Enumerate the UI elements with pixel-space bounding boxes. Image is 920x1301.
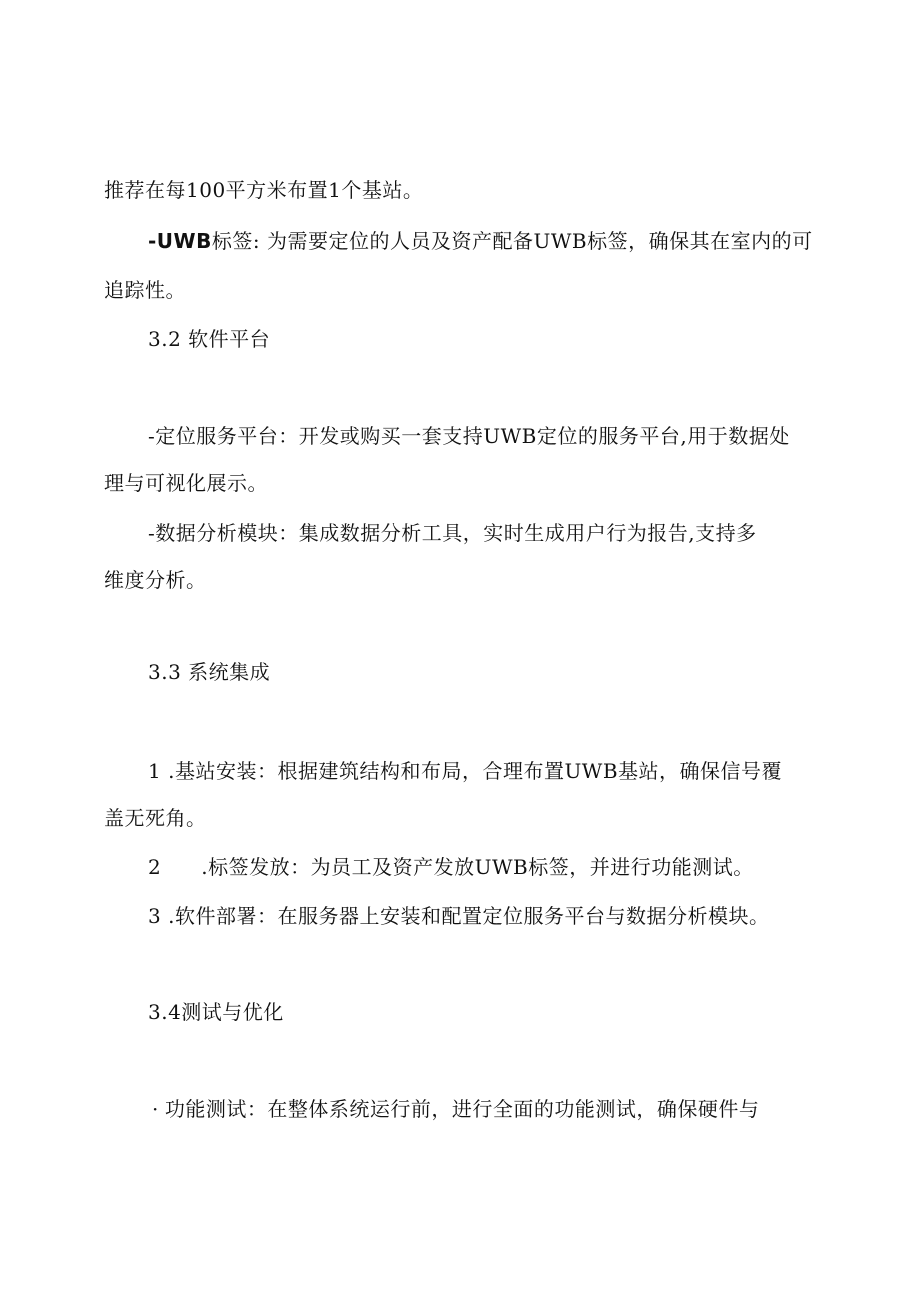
uwb-tag-text: 为需要定位的人员及资产配备UWB标签，确保其在室内的可 [260,229,813,253]
analysis-paragraph [148,521,757,545]
platform-paragraph [148,424,790,448]
paragraph-text: 理与可视化展示。 [104,471,268,495]
list-item-number: 3 [148,904,162,928]
section-heading-3-4 [148,1000,284,1024]
list-item-1 [148,759,782,783]
function-test-paragraph [152,1097,759,1121]
list-item-2 [148,855,754,879]
list-item-number: 2 [148,855,162,879]
list-item-text: .基站安装：根据建筑结构和布局，合理布置UWB基站，确保信号覆 [161,759,783,783]
section-heading-text: 3.4测试与优化 [148,1000,284,1024]
paragraph-text: -数据分析模块：集成数据分析工具，实时生成用户行为报告,支持多 [148,521,757,545]
paragraph-text: 追踪性。 [104,278,186,302]
uwb-tag-paragraph [148,229,813,253]
paragraph-text: -定位服务平台：开发或购买一套支持UWB定位的服务平台,用于数据处 [148,424,790,448]
list-item-3 [148,904,769,928]
section-heading-3-3 [148,660,270,684]
section-heading-text: 3.3 系统集成 [148,660,271,684]
list-item-text: .标签发放：为员工及资产发放UWB标签，并进行功能测试。 [201,855,754,879]
list-item-text: 盖无死角。 [104,806,207,830]
bullet-icon: · [152,1097,159,1121]
analysis-paragraph-line2 [104,568,207,592]
uwb-tag-label: 标签 [211,229,253,253]
list-item-text: .软件部署：在服务器上安装和配置定位服务平台与数据分析模块。 [161,904,770,928]
uwb-tag-paragraph-line2 [104,278,186,302]
section-heading-text: 3.2 软件平台 [148,327,271,351]
paragraph-text: 推荐在每100平方米布置1个基站。 [104,178,424,202]
platform-paragraph-line2 [104,471,268,495]
paragraph-text: 维度分析。 [104,568,207,592]
uwb-tag-lead: -UWB [148,229,212,253]
list-item-1-line2 [104,806,207,830]
list-item-number: 1 [148,759,162,783]
section-heading-3-2 [148,327,270,351]
paragraph-continuation [104,178,423,202]
paragraph-text: 功能测试：在整体系统运行前，进行全面的功能测试，确保硬件与 [164,1097,760,1121]
uwb-tag-colon: : [252,229,261,253]
